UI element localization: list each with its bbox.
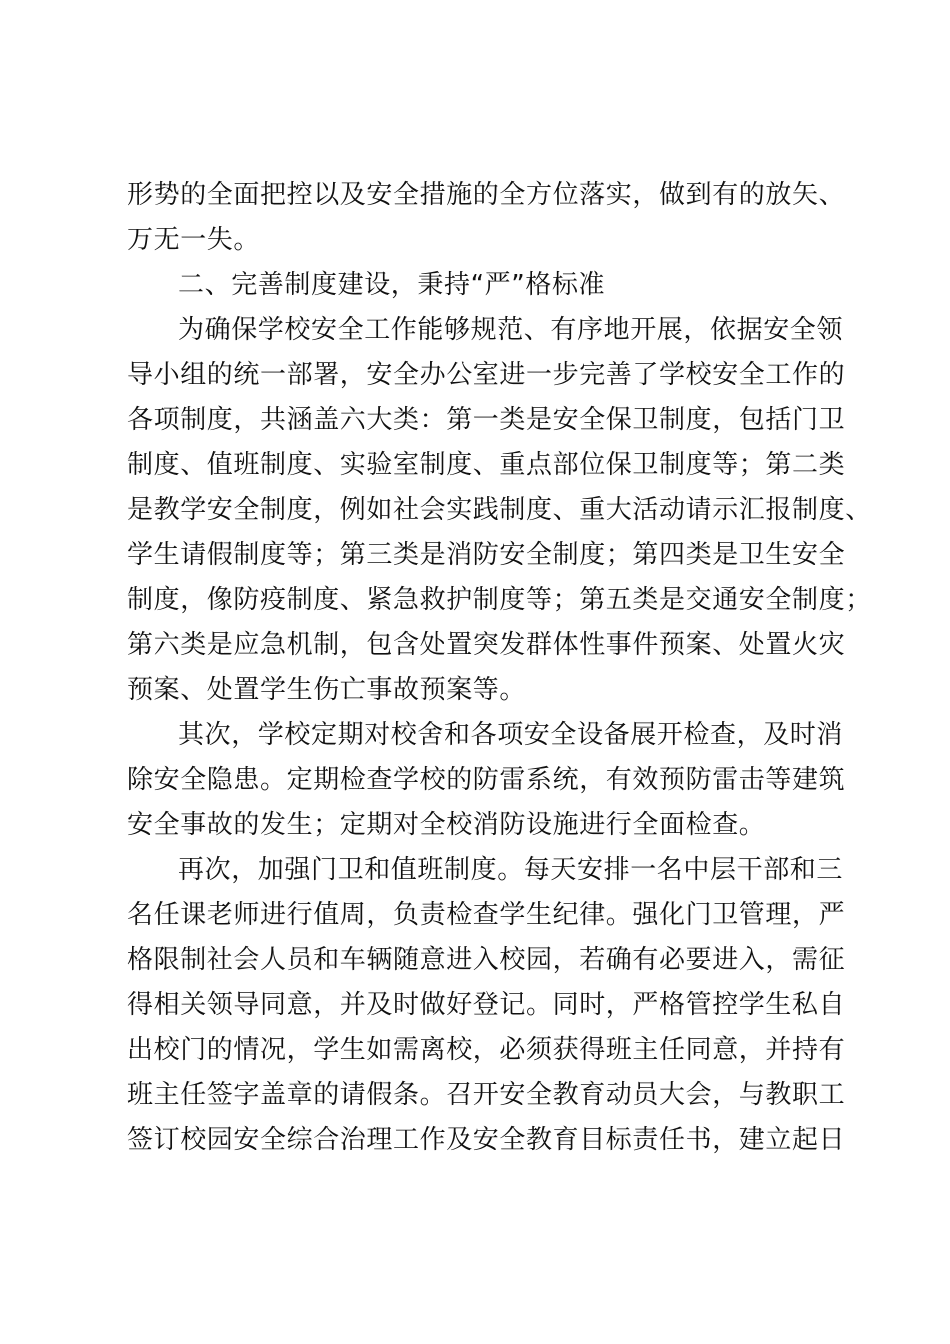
text-line: 制度、值班制度、实验室制度、重点部位保卫制度等；第二类 bbox=[127, 450, 846, 480]
text-line: 安全事故的发生；定期对全校消防设施进行全面检查。 bbox=[127, 810, 766, 840]
section-heading: 二、完善制度建设，秉持“严”格标准 bbox=[178, 270, 606, 300]
text-line: 万无一失。 bbox=[127, 225, 261, 255]
text-line: 为确保学校安全工作能够规范、有序地开展，依据安全领 bbox=[178, 315, 844, 345]
text-line: 班主任签字盖章的请假条。召开安全教育动员大会，与教职工 bbox=[127, 1080, 846, 1110]
text-line: 格限制社会人员和车辆随意进入校园，若确有必要进入，需征 bbox=[127, 945, 846, 975]
text-line: 制度，像防疫制度、紧急救护制度等；第五类是交通安全制度； bbox=[127, 585, 872, 615]
text-line: 各项制度，共涵盖六大类：第一类是安全保卫制度，包括门卫 bbox=[127, 405, 846, 435]
text-line: 第六类是应急机制，包含处置突发群体性事件预案、处置火灾 bbox=[127, 630, 846, 660]
text-line: 预案、处置学生伤亡事故预案等。 bbox=[127, 675, 527, 705]
text-line: 出校门的情况，学生如需离校，必须获得班主任同意，并持有 bbox=[127, 1035, 846, 1065]
text-line: 名任课老师进行值周，负责检查学生纪律。强化门卫管理，严 bbox=[127, 900, 846, 930]
text-line: 导小组的统一部署，安全办公室进一步完善了学校安全工作的 bbox=[127, 360, 846, 390]
text-line: 除安全隐患。定期检查学校的防雷系统，有效预防雷击等建筑 bbox=[127, 765, 846, 795]
text-line: 得相关领导同意，并及时做好登记。同时，严格管控学生私自 bbox=[127, 990, 846, 1020]
text-line: 是教学安全制度，例如社会实践制度、重大活动请示汇报制度、 bbox=[127, 495, 872, 525]
text-line: 再次，加强门卫和值班制度。每天安排一名中层干部和三 bbox=[178, 855, 844, 885]
text-line: 签订校园安全综合治理工作及安全教育目标责任书，建立起日 bbox=[127, 1125, 846, 1155]
text-line: 学生请假制度等；第三类是消防安全制度；第四类是卫生安全 bbox=[127, 540, 846, 570]
text-line: 其次，学校定期对校舍和各项安全设备展开检查，及时消 bbox=[178, 720, 844, 750]
text-line: 形势的全面把控以及安全措施的全方位落实，做到有的放矢、 bbox=[127, 180, 846, 210]
